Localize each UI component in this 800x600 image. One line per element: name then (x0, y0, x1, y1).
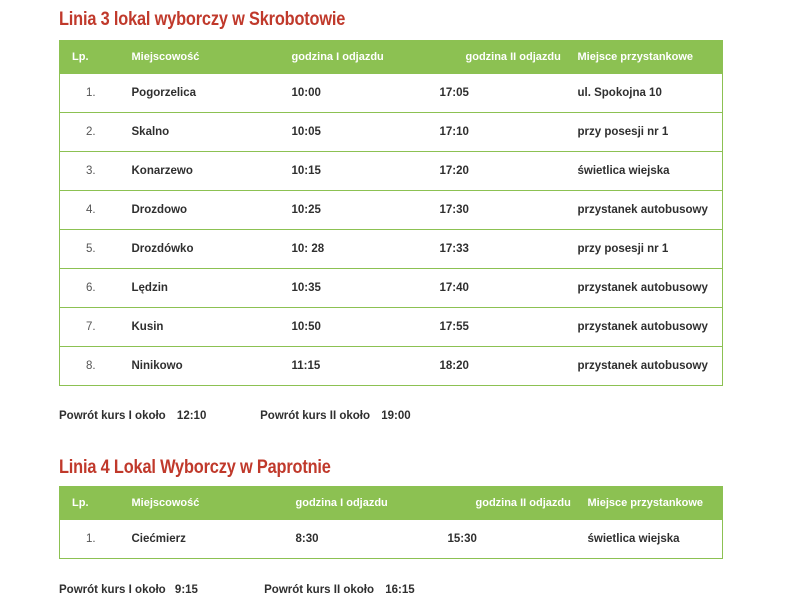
cell-stop: przy posesji nr 1 (578, 113, 723, 152)
return2-label: Powrót kurs II około (264, 584, 375, 596)
cell-lp: 7. (60, 308, 132, 347)
return1-time: 9:15 (174, 584, 198, 596)
cell-stop: przy posesji nr 1 (578, 230, 723, 269)
cell-stop: świetlica wiejska (588, 520, 723, 559)
return1-label: Powrót kurs I około (59, 410, 166, 422)
col-header-stop: Miejsce przystankowe (587, 497, 704, 509)
cell-lp: 1. (60, 74, 132, 113)
cell-place: Drozdowo (132, 191, 292, 230)
cell-dep1: 10:50 (292, 308, 440, 347)
table-row (60, 74, 723, 113)
return1-label: Powrót kurs I około (59, 584, 166, 596)
table-row (60, 230, 723, 269)
cell-stop: ul. Spokojna 10 (578, 74, 723, 113)
col-header-dep2: godzina II odjazdu (475, 497, 571, 509)
col-header-dep1: godzina I odjazdu (295, 497, 388, 509)
cell-dep2: 17:40 (440, 269, 578, 308)
return2-time: 19:00 (381, 410, 411, 422)
table-row (60, 347, 723, 386)
col-header-lp: Lp. (72, 497, 89, 509)
table-row (60, 308, 723, 347)
cell-lp: 2. (60, 113, 132, 152)
cell-dep1: 10:05 (292, 113, 440, 152)
cell-stop: świetlica wiejska (578, 152, 723, 191)
col-header-lp: Lp. (72, 51, 89, 63)
table-row (60, 520, 723, 559)
section-title-line-3: Linia 3 lokal wyborczy w Skrobotowie (59, 9, 346, 30)
cell-dep1: 11:15 (292, 347, 440, 386)
cell-place: Ninikowo (132, 347, 292, 386)
return-times-line-3 (59, 410, 411, 422)
table-row (60, 152, 723, 191)
col-header-place: Miejscowość (131, 497, 200, 509)
cell-dep2: 15:30 (448, 520, 588, 559)
table-row (60, 191, 723, 230)
cell-place: Pogorzelica (132, 74, 292, 113)
return1-time: 12:10 (176, 410, 207, 422)
cell-lp: 4. (60, 191, 132, 230)
cell-dep2: 17:05 (440, 74, 578, 113)
cell-dep2: 17:20 (440, 152, 578, 191)
cell-stop: przystanek autobusowy (578, 347, 723, 386)
return-times-line-4 (59, 584, 415, 596)
cell-dep2: 17:30 (440, 191, 578, 230)
cell-dep1: 10:25 (292, 191, 440, 230)
table-row (60, 113, 723, 152)
cell-dep1: 10: 28 (292, 230, 440, 269)
col-header-stop: Miejsce przystankowe (577, 51, 694, 63)
col-header-place: Miejscowość (131, 51, 200, 63)
col-header-dep2: godzina II odjazdu (465, 51, 561, 63)
schedule-table-line-3 (59, 40, 723, 386)
cell-place: Konarzewo (132, 152, 292, 191)
cell-place: Kusin (132, 308, 292, 347)
schedule-table-line-4 (59, 486, 723, 559)
cell-place: Lędzin (132, 269, 292, 308)
cell-lp: 3. (60, 152, 132, 191)
table-header-row (60, 41, 723, 74)
return2-label: Powrót kurs II około (260, 410, 371, 422)
cell-lp: 8. (60, 347, 132, 386)
cell-dep1: 10:15 (292, 152, 440, 191)
cell-lp: 5. (60, 230, 132, 269)
cell-lp: 6. (60, 269, 132, 308)
section-title-line-4: Linia 4 Lokal Wyborczy w Paprotnie (59, 457, 331, 478)
return2-time: 16:15 (385, 584, 415, 596)
table-row (60, 269, 723, 308)
cell-place: Drozdówko (132, 230, 292, 269)
table-header-row (60, 487, 723, 520)
cell-lp: 1. (60, 520, 132, 559)
cell-dep1: 8:30 (296, 520, 448, 559)
cell-place: Skalno (132, 113, 292, 152)
cell-dep2: 18:20 (440, 347, 578, 386)
col-header-dep1: godzina I odjazdu (291, 51, 384, 63)
cell-dep2: 17:55 (440, 308, 578, 347)
cell-dep2: 17:10 (440, 113, 578, 152)
cell-stop: przystanek autobusowy (578, 191, 723, 230)
cell-stop: przystanek autobusowy (578, 269, 723, 308)
cell-dep1: 10:35 (292, 269, 440, 308)
cell-dep2: 17:33 (440, 230, 578, 269)
cell-stop: przystanek autobusowy (578, 308, 723, 347)
cell-place: Ciećmierz (132, 520, 296, 559)
cell-dep1: 10:00 (292, 74, 440, 113)
